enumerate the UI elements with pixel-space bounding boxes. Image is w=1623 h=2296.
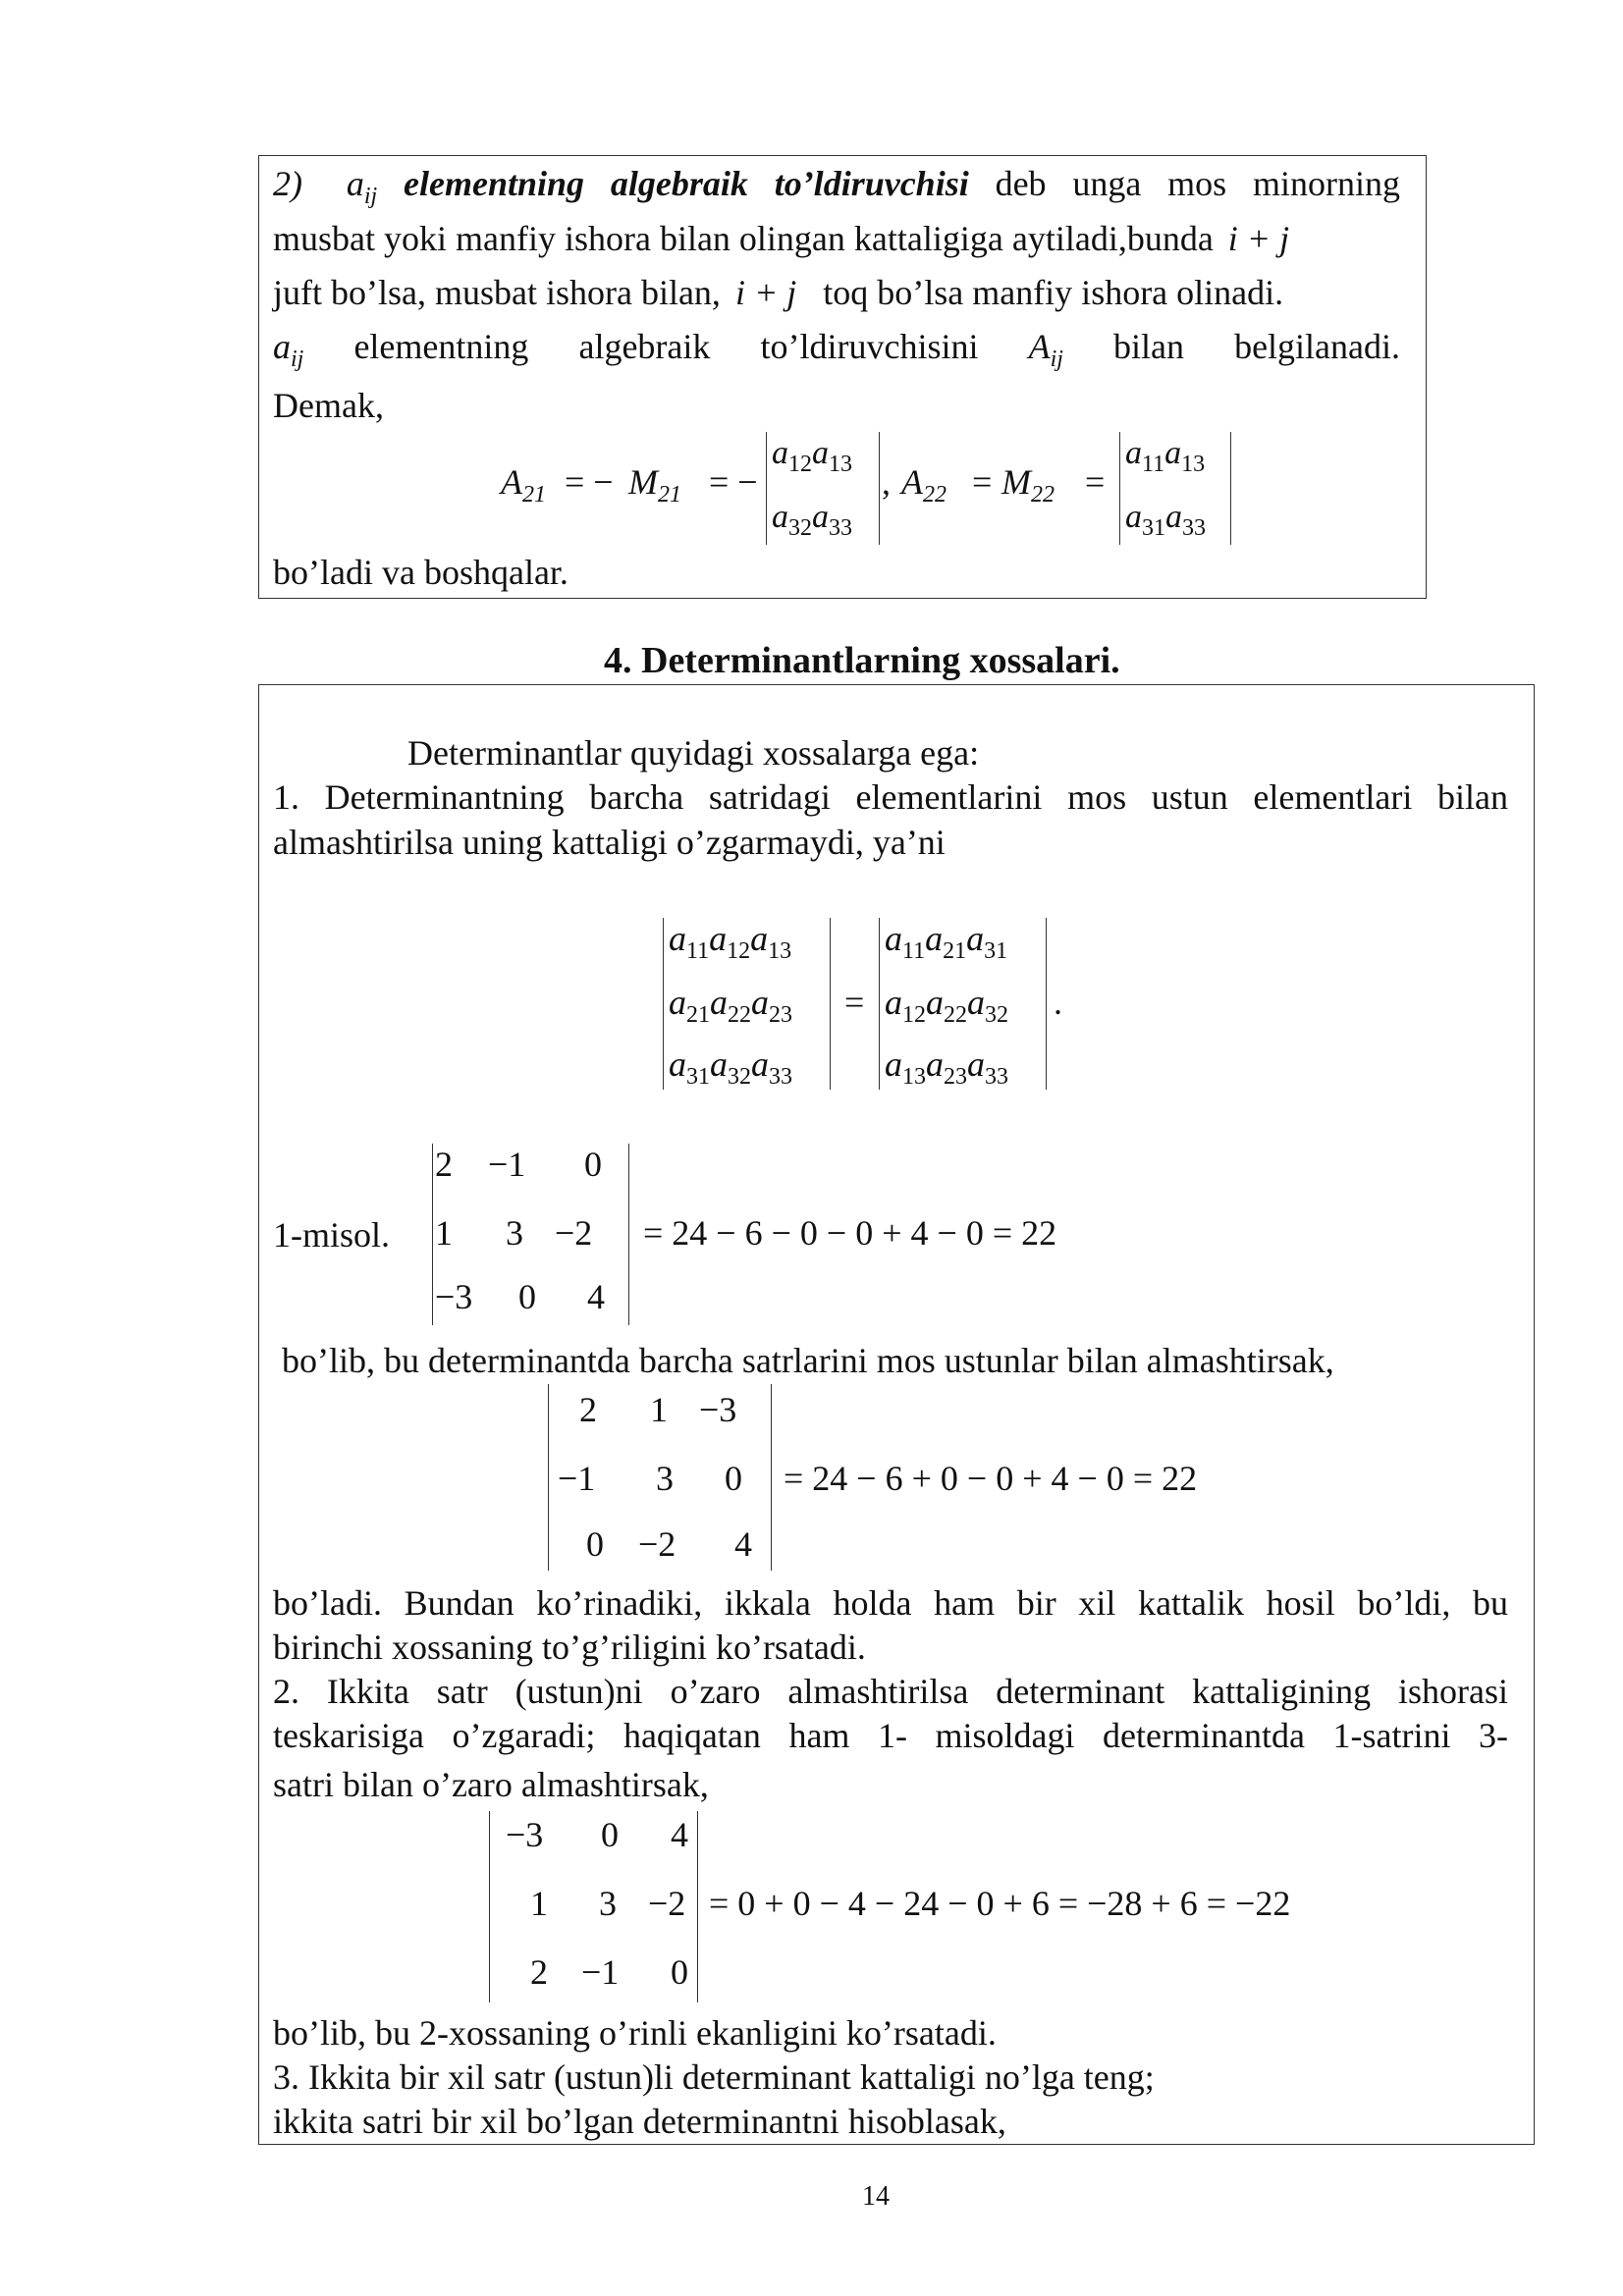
- misol-cell: −3: [435, 1277, 473, 1316]
- s-cell: 0: [601, 1815, 619, 1854]
- minor2-left-bar: [1119, 432, 1120, 545]
- box1-line1: 2) $a_{ij}$ elementning algebraik to’ldiruvchisi deb unga mos minorning: [273, 164, 1401, 209]
- box1-line3: juft bo’lsa, musbat ishora bilan, i + j toq bo’lsa manfiy ishora olinadi.: [273, 273, 1284, 312]
- formula-eq4: =: [1085, 462, 1106, 502]
- box1-line2: musbat yoki manfiy ishora bilan olingan kattaligiga aytiladi,bunda i + j: [273, 219, 1290, 258]
- s-cell: 2: [530, 1952, 548, 1992]
- box1-line5: Demak,: [273, 386, 384, 425]
- t-cell: 1: [650, 1390, 668, 1429]
- prop1-line2: almashtirilsa uning kattaligi o’zgarmaydi, ya’ni: [273, 823, 946, 862]
- minor1-right-bar: [879, 432, 880, 545]
- det-right-bar-2: [1046, 918, 1047, 1090]
- s-cell: 0: [671, 1952, 688, 1992]
- intro-text: Determinantlar quyidagi xossalarga ega:: [407, 733, 980, 773]
- formula-comma: ,: [882, 462, 891, 502]
- t-cell: −2: [638, 1524, 676, 1564]
- det-left-bar-1: [663, 918, 664, 1090]
- s-cell: −2: [648, 1884, 686, 1923]
- misol-cell: 4: [587, 1277, 605, 1316]
- misol-left-bar: [432, 1144, 433, 1325]
- det-left-row3: $a_{31}a_{32}a_{33}$: [669, 1044, 792, 1090]
- det-left-row2: $a_{21}a_{22}a_{23}$: [669, 983, 792, 1028]
- formula-A21: $A_{21}$: [501, 462, 546, 507]
- det-left-row1: $a_{11}a_{12}a_{13}$: [669, 919, 792, 964]
- formula-M21: $M_{21}$: [628, 462, 681, 507]
- properties-box: [258, 684, 1535, 2145]
- minor1-row2: $a_{32}a_{33}$: [772, 499, 852, 541]
- formula-M22: $M_{22}$: [1001, 462, 1055, 507]
- s-result: = 0 + 0 − 4 − 24 − 0 + 6 = −28 + 6 = −22: [709, 1884, 1291, 1923]
- para-conclusion-l2: birinchi xossaning to’g’riligini ko’rsatadi.: [273, 1628, 866, 1667]
- prop2-line3: satri bilan o’zaro almashtirsak,: [273, 1765, 709, 1804]
- misol-cell: −2: [555, 1213, 593, 1253]
- minor2-right-bar: [1230, 432, 1231, 545]
- det-right-row1: $a_{11}a_{21}a_{31}$: [885, 919, 1008, 964]
- minor2-row2: $a_{31}a_{33}$: [1125, 499, 1206, 541]
- det-dot: .: [1054, 983, 1062, 1022]
- para-transpose-intro: bo’lib, bu determinantda barcha satrlarini mos ustunlar bilan almashtirsak,: [282, 1341, 1334, 1380]
- formula-eq1: = −: [565, 462, 614, 502]
- t-right-bar: [771, 1384, 772, 1571]
- misol-cell: −1: [488, 1145, 526, 1184]
- misol-cell: 3: [506, 1213, 523, 1253]
- s-cell: 3: [599, 1884, 617, 1923]
- det-right-row3: $a_{13}a_{23}a_{33}$: [885, 1044, 1008, 1090]
- misol-cell: 1: [435, 1213, 453, 1253]
- t-result: = 24 − 6 + 0 − 0 + 4 − 0 = 22: [784, 1459, 1198, 1498]
- det-left-bar-2: [830, 918, 831, 1090]
- formula-A22: $A_{22}$: [901, 462, 947, 507]
- t-cell: 2: [579, 1390, 597, 1429]
- s-cell: −3: [506, 1815, 544, 1854]
- page-number: 14: [862, 2181, 890, 2212]
- misol-result: = 24 − 6 − 0 − 0 + 4 − 0 = 22: [643, 1213, 1057, 1253]
- para-conclusion-l1: bo’ladi. Bundan ko’rinadiki, ikkala holda ham bir xil kattalik hosil bo’ldi, bu: [273, 1583, 1508, 1623]
- misol-cell: 0: [518, 1277, 536, 1316]
- prop2-line1: 2. Ikkita satr (ustun)ni o’zaro almashtirilsa determinant kattaligining ishorasi: [273, 1672, 1508, 1711]
- t-cell: −1: [558, 1459, 596, 1498]
- prop3-line1: 3. Ikkita bir xil satr (ustun)li determinant kattaligi no’lga teng;: [273, 2057, 1155, 2097]
- s-left-bar: [489, 1811, 490, 2002]
- prop1-line1: 1. Determinantning barcha satridagi elementlarini mos ustun elementlari bilan: [273, 777, 1508, 817]
- s-cell: −1: [581, 1952, 620, 1992]
- minor2-row1: $a_{11}a_{13}$: [1125, 435, 1206, 477]
- t-left-bar: [548, 1384, 549, 1571]
- s-right-bar: [697, 1811, 698, 2002]
- t-cell: 4: [734, 1524, 752, 1564]
- formula-eq2: = −: [709, 462, 758, 502]
- det-right-row2: $a_{12}a_{22}a_{32}$: [885, 983, 1008, 1028]
- box1-line6: bo’ladi va boshqalar.: [273, 553, 568, 592]
- s-cell: 4: [671, 1815, 688, 1854]
- misol-label: 1-misol.: [273, 1215, 391, 1255]
- misol-cell: 2: [435, 1145, 453, 1184]
- misol-right-bar: [628, 1144, 629, 1325]
- t-cell: 0: [725, 1459, 742, 1498]
- prop2-line2: teskarisiga o’zgaradi; haqiqatan ham 1- misoldagi determinantda 1-satrini 3-: [273, 1716, 1508, 1755]
- minor1-row1: $a_{12}a_{13}$: [772, 435, 852, 477]
- box1-line4: $a_{ij}$ elementning algebraik to’ldiruvchisini $A_{ij}$ bilan belgilanadi.: [273, 327, 1401, 372]
- prop3-line2: ikkita satri bir xil bo’lgan determinantni hisoblasak,: [273, 2102, 1006, 2141]
- t-cell: 3: [656, 1459, 674, 1498]
- s-cell: 1: [530, 1884, 548, 1923]
- misol-cell: 0: [584, 1145, 602, 1184]
- t-cell: −3: [699, 1390, 737, 1429]
- formula-eq3: =: [972, 462, 993, 502]
- section-title: 4. Determinantlarning xossalari.: [604, 640, 1120, 681]
- t-cell: 0: [586, 1524, 604, 1564]
- para-prop2-conclusion: bo’lib, bu 2-xossaning o’rinli ekanligini ko’rsatadi.: [273, 2013, 997, 2053]
- minor1-left-bar: [766, 432, 767, 545]
- det-equals: =: [844, 983, 865, 1022]
- det-right-bar-1: [879, 918, 880, 1090]
